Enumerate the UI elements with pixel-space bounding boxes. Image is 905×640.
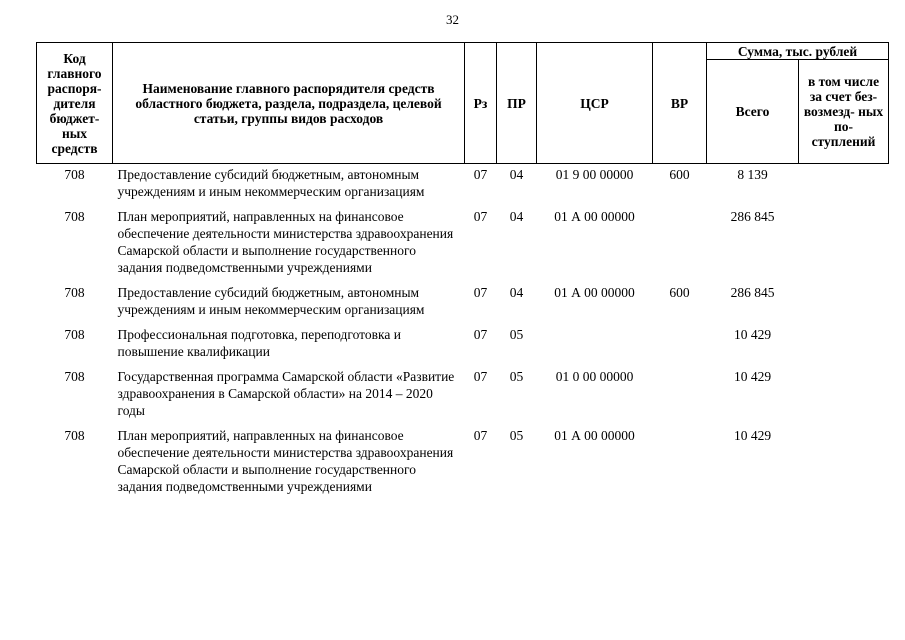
cell-rz: 07 bbox=[473, 209, 488, 224]
cell-vr: 600 bbox=[669, 167, 690, 182]
cell-vr bbox=[653, 326, 707, 368]
header-vr: ВР bbox=[653, 43, 707, 164]
header-pr: ПР bbox=[497, 43, 537, 164]
cell-total: 286 845 bbox=[730, 285, 775, 300]
cell-rz: 07 bbox=[473, 327, 488, 342]
cell-gratuitous bbox=[799, 427, 889, 503]
cell-code: 708 bbox=[64, 285, 85, 300]
cell-rz: 07 bbox=[473, 428, 488, 443]
header-rz: Рз bbox=[465, 43, 497, 164]
cell-name: Предоставление субсидий бюджетным, автономным учреждениям и иным некоммерческим организациям bbox=[117, 167, 425, 199]
budget-table bbox=[36, 42, 889, 503]
table-row bbox=[37, 427, 889, 503]
cell-gratuitous bbox=[799, 326, 889, 368]
cell-name: Предоставление субсидий бюджетным, автономным учреждениям и иным некоммерческим организациям bbox=[117, 285, 425, 317]
cell-code: 708 bbox=[64, 369, 85, 384]
cell-name: План мероприятий, направленных на финансовое обеспечение деятельности министерства здравоохранения Самарской области и выполнение государственного задания подведомственными учреждениями bbox=[117, 209, 454, 275]
cell-pr: 04 bbox=[509, 209, 524, 224]
cell-gratuitous bbox=[799, 284, 889, 326]
cell-gratuitous bbox=[799, 368, 889, 427]
cell-code: 708 bbox=[64, 428, 85, 443]
header-total: Всего bbox=[707, 60, 799, 164]
cell-csr: 01 А 00 00000 bbox=[554, 285, 635, 300]
table-row bbox=[37, 326, 889, 368]
cell-total: 10 429 bbox=[733, 428, 772, 443]
cell-total: 8 139 bbox=[737, 167, 768, 182]
cell-pr: 05 bbox=[509, 428, 524, 443]
cell-name: План мероприятий, направленных на финансовое обеспечение деятельности министерства здравоохранения Самарской области и выполнение государственного задания подведомственными учреждениями bbox=[117, 428, 454, 494]
cell-csr: 01 А 00 00000 bbox=[554, 209, 635, 224]
cell-code: 708 bbox=[64, 327, 85, 342]
header-csr: ЦСР bbox=[537, 43, 653, 164]
cell-total: 10 429 bbox=[733, 369, 772, 384]
header-name: Наименование главного распорядителя средств областного бюджета, раздела, подраздела, целевой статьи, группы видов расходов bbox=[113, 43, 465, 164]
table-row bbox=[37, 208, 889, 284]
cell-csr: 01 0 00 00000 bbox=[555, 369, 634, 384]
header-gratuitous: в том числе за счет без- возмезд- ных по- ступлений bbox=[799, 60, 889, 164]
cell-code: 708 bbox=[64, 167, 85, 182]
cell-pr: 05 bbox=[509, 369, 524, 384]
cell-vr: 600 bbox=[669, 285, 690, 300]
cell-csr: 01 А 00 00000 bbox=[554, 428, 635, 443]
cell-pr: 04 bbox=[509, 285, 524, 300]
cell-csr: 01 9 00 00000 bbox=[555, 167, 634, 182]
cell-code: 708 bbox=[64, 209, 85, 224]
cell-total: 10 429 bbox=[733, 327, 772, 342]
cell-gratuitous bbox=[799, 164, 889, 209]
cell-pr: 05 bbox=[509, 327, 524, 342]
cell-vr bbox=[653, 208, 707, 284]
table-row bbox=[37, 164, 889, 209]
table-row bbox=[37, 284, 889, 326]
cell-rz: 07 bbox=[473, 369, 488, 384]
header-sum: Сумма, тыс. рублей bbox=[707, 43, 889, 60]
cell-pr: 04 bbox=[509, 167, 524, 182]
cell-total: 286 845 bbox=[730, 209, 775, 224]
cell-rz: 07 bbox=[473, 285, 488, 300]
table-row bbox=[37, 368, 889, 427]
cell-csr bbox=[537, 326, 653, 368]
page-number: 32 bbox=[446, 12, 459, 27]
cell-vr bbox=[653, 368, 707, 427]
header-code: Код главного распоря- дителя бюджет- ных средств bbox=[37, 43, 113, 164]
cell-vr bbox=[653, 427, 707, 503]
cell-rz: 07 bbox=[473, 167, 488, 182]
cell-name: Государственная программа Самарской области «Развитие здравоохранения в Самарской области» на 2014 – 2020 годы bbox=[117, 369, 455, 418]
cell-name: Профессиональная подготовка, переподготовка и повышение квалификации bbox=[117, 327, 401, 359]
cell-gratuitous bbox=[799, 208, 889, 284]
